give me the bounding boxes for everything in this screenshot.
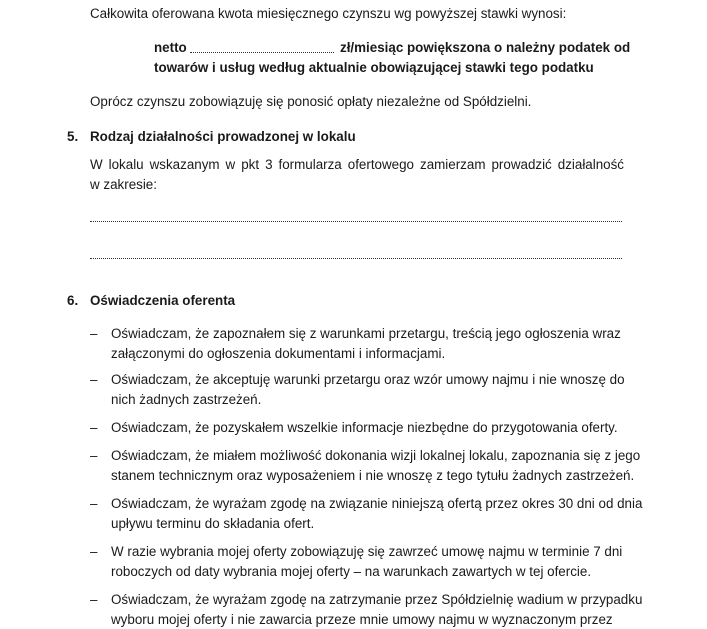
fees-line: Oprócz czynszu zobowiązuję się ponosić opłaty niezależne od Spółdzielni. — [90, 94, 532, 109]
activity-blank-line-2[interactable] — [90, 258, 622, 259]
list-bullet: – — [90, 592, 98, 607]
word: wskazanym — [149, 157, 220, 172]
section5-number: 5. — [67, 129, 79, 144]
section6-number: 6. — [67, 293, 79, 308]
activity-blank-line-1[interactable] — [90, 221, 622, 222]
section5-text-line2: w zakresie: — [90, 177, 157, 192]
statement-item-1-line2: załączonymi do ogłoszenia dokumentami i informacjami. — [111, 346, 446, 361]
list-bullet: – — [90, 372, 98, 387]
statement-item-6-line1: W razie wybrania mojej oferty zobowiązuję się zawrzeć umowę najmu w terminie 7 dni — [111, 544, 623, 559]
statement-item-7-line2: wyboru mojej oferty i nie zawarcia przeze mnie umowy najmu w wyznaczonym przez — [111, 612, 613, 627]
word: 3 — [265, 157, 273, 172]
statement-item-7-line1: Oświadczam, że wyrażam zgodę na zatrzymanie przez Spółdzielnię wadium w przypadku — [111, 592, 643, 607]
list-bullet: – — [90, 326, 98, 341]
word: W — [90, 157, 103, 172]
statement-item-2-line2: nich żadnych zastrzeżeń. — [111, 392, 262, 407]
list-bullet: – — [90, 420, 98, 435]
list-bullet: – — [90, 448, 98, 463]
word: ofertowego — [347, 157, 415, 172]
section5-text-line1 — [90, 157, 624, 174]
statement-item-4-line1: Oświadczam, że miałem możliwość dokonania wizji lokalnej lokalu, zapoznania się z jego — [111, 448, 641, 463]
word: pkt — [241, 157, 260, 172]
word: w — [225, 157, 236, 172]
section6-title: Oświadczenia oferenta — [90, 293, 236, 308]
list-bullet: – — [90, 544, 98, 559]
word: zamierzam — [420, 157, 486, 172]
section5-title: Rodzaj działalności prowadzonej w lokalu — [90, 129, 356, 144]
word: lokalu — [108, 157, 144, 172]
netto-line-rest: zł/miesiąc powiększona o należny podatek od — [340, 40, 631, 55]
total-offer-line: Całkowita oferowana kwota miesięcznego czynszu wg powyższej stawki wynosi: — [90, 6, 567, 21]
netto-line2: towarów i usług według aktualnie obowiązującej stawki tego podatku — [154, 60, 594, 75]
statement-item-3-line1: Oświadczam, że pozyskałem wszelkie informacje niezbędne do przygotowania oferty. — [111, 420, 618, 435]
word: prowadzić — [491, 157, 552, 172]
statement-item-1-line1: Oświadczam, że zapoznałem się z warunkami przetargu, treścią jego ogłoszenia wraz — [111, 326, 621, 341]
word: formularza — [278, 157, 342, 172]
netto-amount-blank — [190, 52, 334, 53]
statement-item-5-line1: Oświadczam, że wyrażam zgodę na związanie niniejszą ofertą przez okres 30 dni od dnia — [111, 496, 643, 511]
statement-item-6-line2: roboczych od daty wybrania mojej oferty – na warunkach zawartych w tej ofercie. — [111, 564, 592, 579]
word: działalność — [557, 157, 624, 172]
statement-item-5-line2: upływu terminu do składania ofert. — [111, 516, 315, 531]
statement-item-4-line2: stanem technicznym oraz wyposażeniem i nie wnoszę z tego tytułu żadnych zastrzeżeń. — [111, 468, 635, 483]
statement-item-2-line1: Oświadczam, że akceptuję warunki przetargu oraz wzór umowy najmu i nie wnoszę do — [111, 372, 625, 387]
netto-label: netto — [154, 40, 187, 55]
list-bullet: – — [90, 496, 98, 511]
